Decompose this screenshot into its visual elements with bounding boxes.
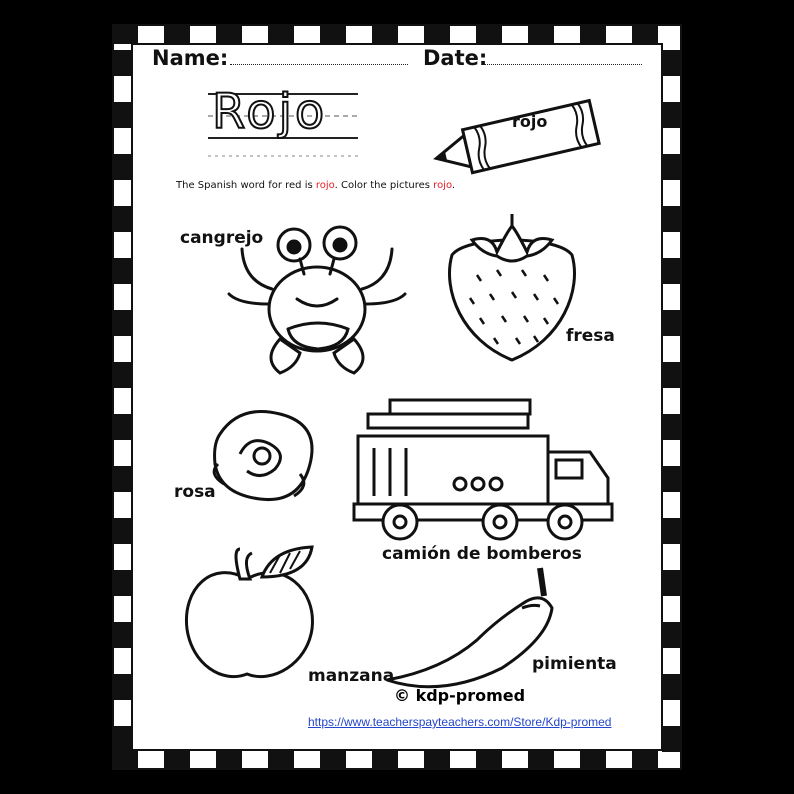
crayon-icon bbox=[426, 94, 606, 184]
date-line[interactable] bbox=[484, 64, 642, 65]
copyright-text: © kdp-promed bbox=[394, 686, 526, 705]
label-camion-de-bomberos: camión de bomberos bbox=[382, 544, 582, 564]
date-label: Date: bbox=[423, 46, 488, 70]
fire-truck-icon bbox=[350, 396, 620, 546]
title-word: Rojo bbox=[212, 84, 328, 140]
label-cangrejo: cangrejo bbox=[180, 228, 264, 248]
rose-icon bbox=[200, 404, 320, 504]
label-rosa: rosa bbox=[174, 482, 216, 502]
name-line[interactable] bbox=[230, 64, 408, 65]
label-pimienta: pimienta bbox=[532, 654, 617, 674]
instruction-text: The Spanish word for red is rojo. Color the pictures rojo. bbox=[176, 180, 456, 191]
worksheet-page bbox=[112, 24, 682, 770]
crayon-label: rojo bbox=[512, 112, 548, 131]
label-manzana: manzana bbox=[308, 666, 395, 686]
strawberry-icon bbox=[442, 210, 582, 370]
label-fresa: fresa bbox=[566, 326, 615, 346]
name-label: Name: bbox=[152, 46, 229, 70]
store-link[interactable]: https://www.teacherspayteachers.com/Store/Kdp-promed bbox=[308, 715, 612, 729]
